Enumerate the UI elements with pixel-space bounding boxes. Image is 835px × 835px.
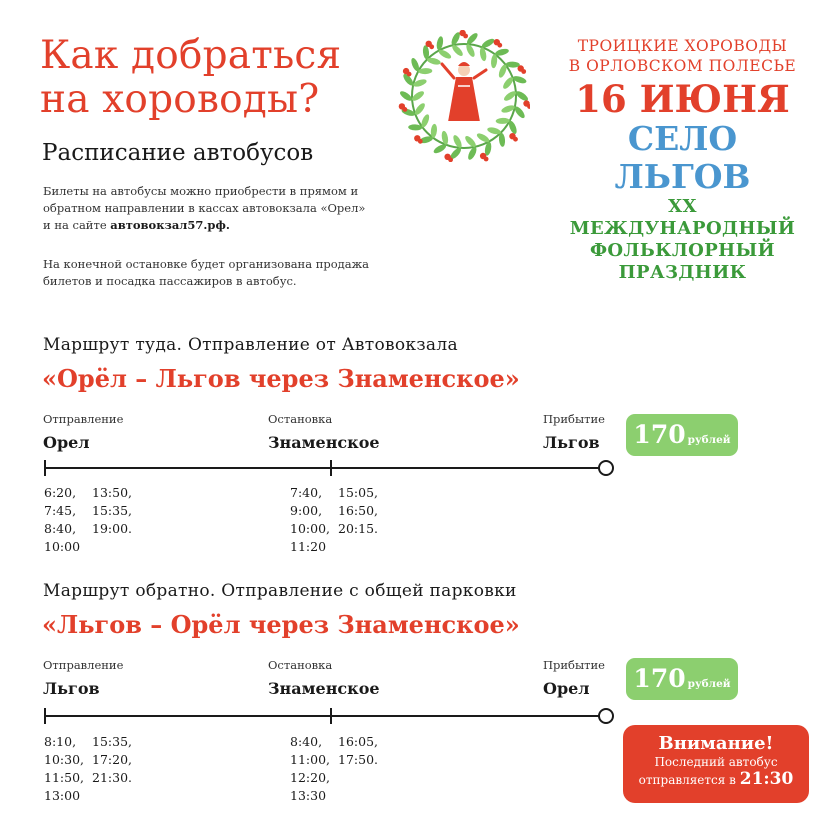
route-1-arrival-caption: Прибытие bbox=[543, 412, 605, 426]
route-2-departure: Льгов bbox=[43, 679, 100, 698]
time: 8:40, bbox=[44, 521, 77, 536]
wreath-dancer-icon bbox=[398, 30, 530, 162]
boarding-info bbox=[43, 256, 369, 290]
times-row bbox=[290, 787, 378, 805]
route-1-stop-caption: Остановка bbox=[268, 412, 333, 426]
times-row bbox=[290, 733, 378, 751]
route-1-stop: Знаменское bbox=[268, 433, 380, 452]
route-2-stop: Знаменское bbox=[268, 679, 380, 698]
time: 8:10, bbox=[44, 734, 77, 749]
time: 16:50, bbox=[338, 503, 378, 518]
warning-text: отправляется в bbox=[638, 773, 736, 787]
last-bus-warning bbox=[623, 725, 809, 803]
route-2-arrival-caption: Прибытие bbox=[543, 658, 605, 672]
festival-line-2: В ОРЛОВСКОМ ПОЛЕСЬЕ bbox=[568, 57, 797, 75]
time: 17:50. bbox=[338, 752, 378, 767]
route-1-stop-times bbox=[290, 484, 378, 556]
page-title bbox=[40, 34, 341, 122]
time: 17:20, bbox=[92, 752, 132, 767]
route-2-stop-caption: Остановка bbox=[268, 658, 333, 672]
time: 13:50, bbox=[92, 485, 132, 500]
time: 15:35, bbox=[92, 503, 132, 518]
time: 6:20, bbox=[44, 485, 77, 500]
price-value: 170 bbox=[633, 420, 686, 449]
times-row bbox=[290, 769, 378, 787]
title-line-2: на хороводы? bbox=[40, 77, 320, 122]
time: 21:30. bbox=[92, 770, 132, 785]
times-row bbox=[290, 751, 378, 769]
info-line: Билеты на автобусы можно приобрести в прямом и bbox=[43, 184, 359, 198]
route-2-stop-times bbox=[290, 733, 378, 805]
times-row bbox=[44, 751, 132, 769]
time: 13:30 bbox=[290, 788, 327, 803]
times-row bbox=[44, 502, 132, 520]
festival-desc-3: ПРАЗДНИК bbox=[618, 262, 747, 283]
time: 13:00 bbox=[44, 788, 81, 803]
route-1-price-badge bbox=[626, 414, 738, 456]
time: 15:05, bbox=[338, 485, 378, 500]
route-1-name: «Орёл – Льгов через Знаменское» bbox=[42, 364, 520, 393]
route-2-line bbox=[44, 715, 600, 717]
times-row bbox=[44, 484, 132, 502]
times-row bbox=[44, 787, 132, 805]
times-row bbox=[290, 484, 378, 502]
times-row bbox=[290, 538, 378, 556]
warning-time: 21:30 bbox=[739, 769, 794, 789]
time: 12:20, bbox=[290, 770, 330, 785]
info-line bbox=[43, 217, 365, 234]
festival-line-1: ТРОИЦКИЕ ХОРОВОДЫ bbox=[577, 37, 788, 55]
route-1-stop-tick bbox=[330, 460, 332, 476]
route-2-departure-caption: Отправление bbox=[43, 658, 124, 672]
time: 15:35, bbox=[92, 734, 132, 749]
time: 8:40, bbox=[290, 734, 323, 749]
price-currency: рублей bbox=[687, 678, 731, 690]
info-line: обратном направлении в кассах автовокзала «Орел» bbox=[43, 201, 366, 215]
festival-block bbox=[560, 36, 805, 284]
route-2-price-badge bbox=[626, 658, 738, 700]
route-2-label: Маршрут обратно. Отправление с общей парковки bbox=[43, 581, 517, 601]
info-text: и на сайте bbox=[43, 218, 107, 232]
title-line-1: Как добраться bbox=[40, 33, 342, 78]
route-2-stop-tick bbox=[330, 708, 332, 724]
festival-desc-2: ФОЛЬКЛОРНЫЙ bbox=[589, 240, 776, 261]
time: 19:00. bbox=[92, 521, 132, 536]
festival-desc-1: XX МЕЖДУНАРОДНЫЙ bbox=[569, 196, 796, 239]
time: 7:45, bbox=[44, 503, 77, 518]
times-row bbox=[44, 769, 132, 787]
time: 11:50, bbox=[44, 770, 84, 785]
times-row bbox=[44, 733, 132, 751]
time: 11:00, bbox=[290, 752, 330, 767]
festival-date: 16 ИЮНЯ bbox=[575, 77, 790, 121]
time: 20:15. bbox=[338, 521, 378, 536]
times-row bbox=[44, 520, 132, 538]
info-line: На конечной остановке будет организована продажа bbox=[43, 257, 370, 271]
info-line: билетов и посадка пассажиров в автобус. bbox=[43, 274, 297, 288]
route-2-start-tick bbox=[44, 708, 46, 724]
route-2-arrival: Орел bbox=[543, 679, 590, 698]
times-row bbox=[290, 520, 378, 538]
time: 10:00, bbox=[290, 521, 330, 536]
warning-line-2 bbox=[623, 770, 809, 789]
time: 10:30, bbox=[44, 752, 84, 767]
time: 7:40, bbox=[290, 485, 323, 500]
ticket-info bbox=[43, 183, 365, 234]
route-1-end-circle bbox=[598, 460, 614, 476]
route-2-name: «Льгов – Орёл через Знаменское» bbox=[42, 610, 520, 639]
route-1-start-tick bbox=[44, 460, 46, 476]
website-link[interactable]: автовокзал57.рф. bbox=[110, 218, 230, 232]
warning-title: Внимание! bbox=[658, 733, 774, 754]
time: 16:05, bbox=[338, 734, 378, 749]
time: 9:00, bbox=[290, 503, 323, 518]
times-row bbox=[44, 538, 132, 556]
route-1-departure-times bbox=[44, 484, 132, 556]
route-1-departure: Орел bbox=[43, 433, 90, 452]
route-2-end-circle bbox=[598, 708, 614, 724]
price-currency: рублей bbox=[687, 434, 731, 446]
time: 11:20 bbox=[290, 539, 327, 554]
route-1-label: Маршрут туда. Отправление от Автовокзала bbox=[43, 335, 458, 355]
route-1-departure-caption: Отправление bbox=[43, 412, 124, 426]
festival-place: СЕЛО ЛЬГОВ bbox=[614, 119, 751, 196]
page-subtitle: Расписание автобусов bbox=[42, 140, 314, 166]
route-1-arrival: Льгов bbox=[543, 433, 600, 452]
warning-line-1: Последний автобус bbox=[654, 755, 778, 769]
route-1-line bbox=[44, 467, 600, 469]
time: 10:00 bbox=[44, 539, 81, 554]
price-value: 170 bbox=[633, 664, 686, 693]
times-row bbox=[290, 502, 378, 520]
route-2-departure-times bbox=[44, 733, 132, 805]
